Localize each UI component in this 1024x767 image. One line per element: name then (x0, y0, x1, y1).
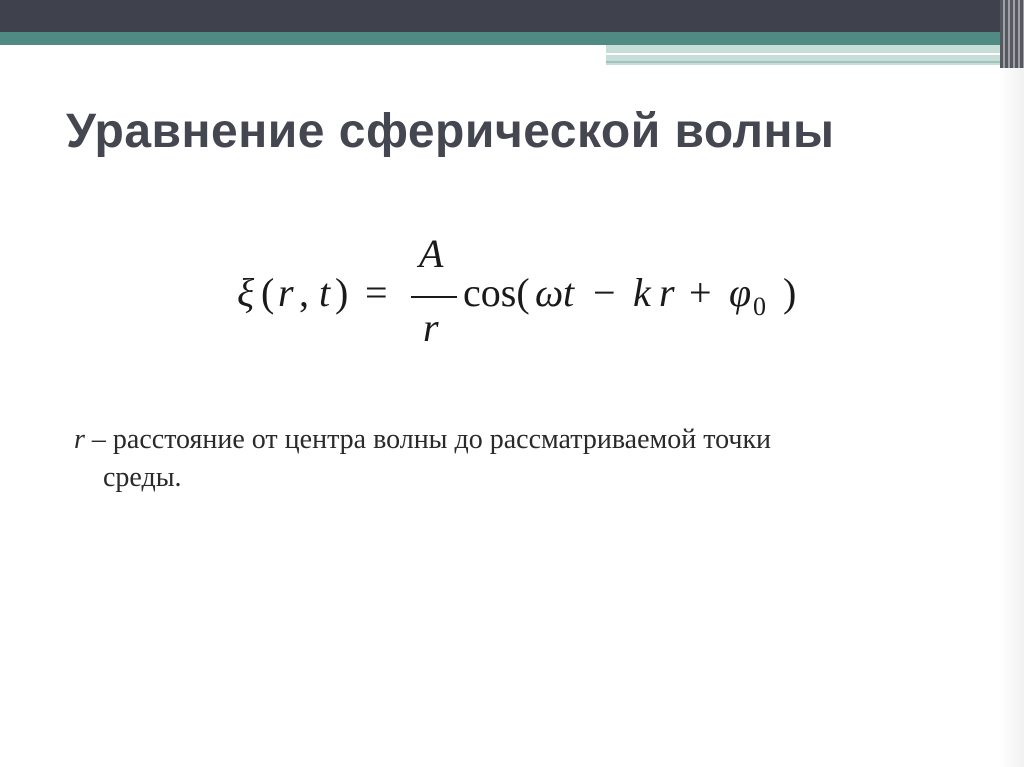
description-line (74, 421, 954, 459)
description-variable: r (74, 424, 85, 455)
description-line: среды. (103, 462, 182, 493)
variable-description (74, 421, 954, 497)
var-t: t (319, 270, 331, 315)
paren-close: ) (783, 270, 797, 315)
description-text: – расстояние от центра волны до рассматриваемой точки (84, 424, 772, 455)
omega-symbol: ω (535, 270, 564, 315)
var-t: t (563, 270, 575, 315)
var-r: r (659, 270, 675, 315)
comma: , (299, 270, 309, 315)
plus-sign: + (689, 270, 712, 315)
xi-symbol: ξ (237, 270, 255, 315)
minus-sign: − (593, 270, 616, 315)
fraction-denominator: r (423, 305, 439, 350)
header-band-line (606, 61, 1000, 63)
cos-function: cos( (463, 270, 530, 315)
header-band-teal (0, 32, 1000, 45)
phi-subscript: 0 (753, 292, 766, 321)
fraction-numerator: A (419, 231, 444, 276)
paren-close: ) (335, 270, 349, 315)
edge-stripes (1000, 0, 1024, 68)
header-band-line (606, 53, 1000, 55)
phi-symbol: φ (729, 270, 752, 315)
wave-equation (233, 231, 823, 350)
var-r: r (278, 270, 294, 315)
header-band-dark (0, 0, 1000, 32)
fraction-line (411, 296, 457, 298)
paren-open: ( (261, 270, 275, 315)
slide-title: Уравнение сферической волны (66, 105, 835, 158)
edge-shadow (1000, 68, 1024, 767)
var-k: k (633, 270, 651, 315)
equals-sign: = (365, 270, 388, 315)
